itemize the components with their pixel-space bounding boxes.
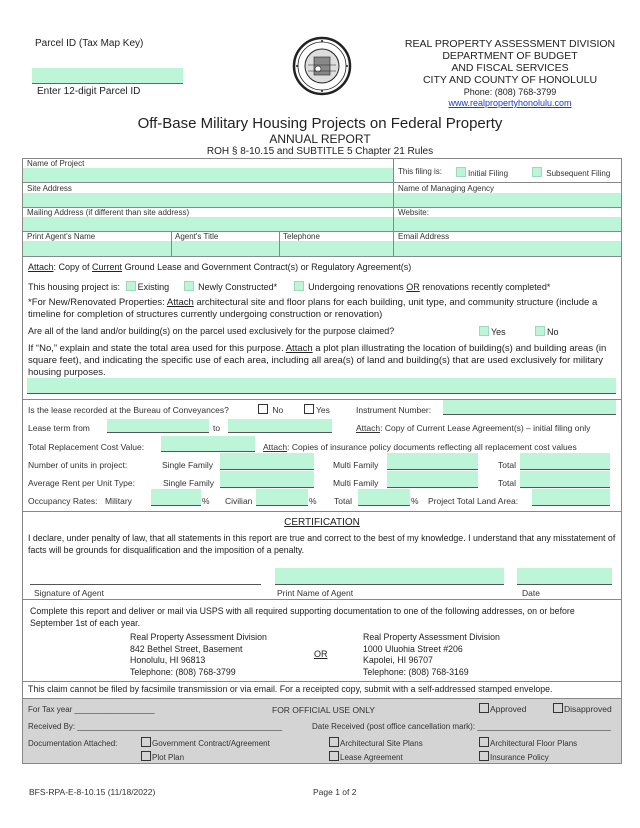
rent-total-input[interactable] — [520, 471, 610, 488]
renovations-checkbox[interactable] — [294, 282, 551, 292]
land-area-input[interactable] — [532, 489, 610, 506]
agent-title-label: Agent's Title — [175, 232, 219, 241]
occupancy-military-label: Military — [105, 496, 132, 506]
text: : Copy of Current Lease Agreement(s) – initial filing only — [380, 423, 591, 433]
text: If “No,” explain and state the total area used for this purpose. — [28, 343, 286, 354]
or-separator: OR — [314, 649, 328, 659]
page-number: Page 1 of 2 — [313, 787, 357, 797]
occupancy-civilian-label: Civilian — [225, 496, 253, 506]
exclusive-no-checkbox[interactable] — [535, 326, 559, 337]
checkbox-icon — [126, 281, 136, 291]
doc-floor-plans-checkbox[interactable] — [479, 737, 577, 748]
honolulu-address — [130, 632, 267, 678]
grid-divider — [22, 256, 622, 257]
email-label: Email Address — [398, 232, 450, 241]
exclusive-use-question: Are all of the land and/or building(s) on the parcel used exclusively for the purpose claimed? — [28, 326, 395, 336]
checkbox-icon — [294, 281, 304, 291]
agent-title-input[interactable] — [172, 241, 279, 256]
checkbox-icon — [479, 737, 489, 747]
existing-checkbox[interactable] — [126, 282, 170, 292]
form-title: Off-Base Military Housing Projects on Federal Property — [137, 115, 503, 132]
date-received-field: Date Received (post office cancellation mark): ______________________________ — [312, 722, 611, 731]
yes-label: Yes — [491, 327, 506, 337]
website-input[interactable] — [394, 217, 621, 231]
doc-insurance-policy-checkbox[interactable] — [479, 751, 549, 762]
site-address-label: Site Address — [27, 184, 72, 193]
agency-block — [390, 38, 630, 109]
form-subtitle: ANNUAL REPORT — [269, 132, 371, 146]
attach-word: Attach — [263, 442, 288, 452]
address-line: Kapolei, HI 96707 — [363, 655, 433, 665]
subsequent-filing-label: Subsequent Filing — [546, 169, 611, 178]
occupancy-total-label: Total — [334, 496, 352, 506]
doc-lease-agreement-checkbox[interactable] — [329, 751, 403, 762]
units-multi-family-label: Multi Family — [333, 460, 379, 470]
checkbox-icon — [479, 703, 489, 713]
signature-label: Signature of Agent — [34, 588, 104, 598]
lease-term-from-label: Lease term from — [28, 423, 90, 433]
project-status-label: This housing project is: — [28, 282, 121, 292]
managing-agency-label: Name of Managing Agency — [398, 184, 495, 193]
received-by-field: Received By: ______________________________________________ — [28, 722, 283, 731]
rent-multi-family-input[interactable] — [387, 471, 478, 488]
units-multi-family-input[interactable] — [387, 453, 478, 470]
checkbox-icon — [456, 167, 466, 177]
attach-word: Attach — [356, 423, 381, 433]
text: Ground Lease and Government Contract(s) or Regulatory Agreement(s) — [122, 262, 412, 272]
checkbox-icon — [479, 751, 489, 761]
percent-sign: % — [309, 496, 317, 506]
checkbox-icon — [329, 737, 339, 747]
address-line: Real Property Assessment Division — [130, 632, 267, 642]
doc-label: Insurance Policy — [490, 753, 549, 762]
text: : Copy of — [53, 262, 93, 272]
telephone-input[interactable] — [280, 241, 393, 256]
initial-filing-label: Initial Filing — [468, 169, 509, 178]
initial-filing-checkbox[interactable] — [456, 167, 508, 178]
checkbox-icon — [535, 326, 545, 336]
agency-line: REAL PROPERTY ASSESSMENT DIVISION — [404, 38, 616, 50]
doc-label: Architectural Site Plans — [340, 739, 423, 748]
occupancy-civilian-input[interactable] — [256, 489, 308, 506]
replacement-cost-input[interactable] — [161, 436, 255, 452]
subsequent-filing-checkbox[interactable] — [532, 167, 610, 178]
occupancy-military-input[interactable] — [151, 489, 201, 506]
lease-term-to-label: to — [213, 423, 221, 433]
form-rules: ROH § 8-10.15 and SUBTITLE 5 Chapter 21 Rules — [206, 146, 434, 157]
date-input[interactable] — [517, 568, 612, 585]
checkbox-icon — [184, 281, 194, 291]
form-id: BFS-RPA-E-8-10.15 (11/18/2022) — [29, 787, 156, 797]
lease-term-to-input[interactable] — [228, 419, 332, 433]
email-input[interactable] — [394, 241, 621, 256]
attach-insurance-note — [263, 442, 577, 452]
kapolei-address — [363, 632, 500, 678]
certification-heading: CERTIFICATION — [284, 517, 360, 528]
filing-type-label: This filing is: — [398, 167, 443, 176]
docs-attached-label: Documentation Attached: — [28, 739, 118, 748]
instrument-number-input[interactable] — [443, 400, 616, 415]
address-line: Real Property Assessment Division — [363, 632, 500, 642]
address-line: 1000 Uluohia Street #206 — [363, 643, 463, 654]
parcel-id-hint: Enter 12-digit Parcel ID — [37, 86, 141, 97]
approved-label: Approved — [490, 704, 527, 714]
grid-divider — [22, 231, 622, 232]
exclusive-yes-checkbox[interactable] — [479, 326, 506, 337]
units-label: Number of units in project: — [28, 460, 128, 470]
project-status-row — [28, 281, 550, 292]
units-single-family-label: Single Family — [162, 460, 214, 470]
text: Undergoing renovations — [308, 282, 407, 292]
attach-word: Attach — [285, 343, 313, 354]
city-seal-icon — [292, 35, 352, 97]
agency-line: DEPARTMENT OF BUDGET — [442, 50, 578, 62]
address-line: Telephone: (808) 768-3169 — [363, 666, 469, 677]
percent-sign: % — [202, 496, 210, 506]
attach-lease-instruction — [28, 262, 411, 272]
agent-name-label: Print Agent's Name — [27, 232, 96, 241]
lease-recorded-question: Is the lease recorded at the Bureau of Conveyances? — [28, 405, 229, 415]
address-line: Telephone: (808) 768-3799 — [130, 666, 236, 677]
website-label: Website: — [398, 208, 429, 217]
instrument-number-label: Instrument Number: — [356, 405, 432, 415]
telephone-label: Telephone — [283, 232, 320, 241]
text: architectural site and floor plans for each building, unit type, and community structure (include a timeline for completion of structures currently undergoing construction or renovation) — [28, 297, 598, 320]
signature-line[interactable] — [30, 570, 261, 585]
address-line: 842 Bethel Street, Basement — [130, 643, 243, 654]
checkbox-icon — [304, 404, 314, 414]
units-total-label: Total — [498, 460, 516, 470]
agency-line: CITY AND COUNTY OF HONOLULU — [422, 74, 598, 86]
date-label: Date — [522, 588, 540, 598]
agency-phone: Phone: (808) 768-3799 — [463, 87, 557, 97]
disapproved-checkbox[interactable] — [553, 703, 612, 714]
tax-year-field: For Tax year __________________ — [28, 705, 155, 714]
if-no-explanation-input[interactable] — [27, 378, 616, 394]
lease-term-from-input[interactable] — [107, 419, 209, 433]
agent-name-input[interactable] — [23, 241, 171, 256]
section-divider — [22, 599, 622, 600]
no-label: No — [272, 405, 284, 415]
agency-website-link[interactable]: www.realpropertyhonolulu.com — [448, 98, 572, 108]
rent-total-label: Total — [498, 478, 516, 488]
attach-word: Attach — [28, 262, 54, 272]
attach-lease-agreement-note — [356, 423, 590, 433]
parcel-id-label: Parcel ID (Tax Map Key) — [35, 38, 144, 49]
doc-government-contract-checkbox[interactable] — [141, 737, 270, 748]
agency-line: AND FISCAL SERVICES — [451, 62, 569, 74]
checkbox-icon — [141, 751, 151, 761]
doc-label: Government Contract/Agreement — [152, 739, 270, 748]
newly-constructed-label: Newly Constructed* — [198, 282, 278, 292]
text: *For New/Renovated Properties: — [28, 297, 167, 308]
rent-single-family-label: Single Family — [163, 478, 215, 488]
land-area-label: Project Total Land Area: — [428, 496, 519, 506]
mailing-address-label: Mailing Address (if different than site address) — [27, 208, 190, 217]
lease-recorded-no-checkbox[interactable] — [258, 404, 283, 415]
text: : Copies of insurance policy documents reflecting all replacement cost values — [287, 442, 577, 452]
newly-constructed-checkbox[interactable] — [184, 282, 278, 292]
project-name-input[interactable] — [23, 168, 393, 182]
units-single-family-input[interactable] — [220, 453, 314, 470]
rent-single-family-input[interactable] — [220, 471, 314, 488]
no-fax-notice: This claim cannot be filed by facsimile transmission or via email. For a receipted copy, submit with a self-addressed stamped envelope. — [28, 684, 553, 694]
occupancy-total-input[interactable] — [358, 489, 410, 506]
new-renovated-instruction — [28, 297, 618, 321]
checkbox-icon — [479, 326, 489, 336]
yes-label: Yes — [316, 405, 330, 415]
text: renovations recently completed* — [419, 282, 551, 292]
approved-checkbox[interactable] — [479, 703, 526, 714]
grid-divider — [22, 182, 622, 183]
official-use-heading: FOR OFFICIAL USE ONLY — [272, 705, 375, 715]
mailing-address-input[interactable] — [23, 217, 393, 231]
doc-label: Lease Agreement — [340, 753, 403, 762]
no-label: No — [547, 327, 559, 337]
address-line: Honolulu, HI 96813 — [130, 655, 206, 665]
site-address-input[interactable] — [23, 193, 393, 207]
checkbox-icon — [141, 737, 151, 747]
checkbox-icon — [258, 404, 268, 414]
doc-plot-plan-checkbox[interactable] — [141, 751, 184, 762]
print-name-input[interactable] — [275, 568, 504, 585]
checkbox-icon — [553, 703, 563, 713]
rent-label: Average Rent per Unit Type: — [28, 478, 135, 488]
certification-text: I declare, under penalty of law, that all statements in this report are true and correct to the best of my knowledge. I understand that any misstatement of facts will be grounds for disqualification and the imposition of a penalty. — [28, 533, 616, 555]
current-word: Current — [92, 262, 123, 272]
parcel-id-input[interactable] — [32, 68, 183, 84]
attach-word: Attach — [166, 297, 194, 308]
mailing-instructions: Complete this report and deliver or mail via USPS with all required supporting documentation to one of the following addresses, on or before September 1st of each year. — [30, 606, 575, 628]
disapproved-label: Disapproved — [564, 704, 612, 714]
section-divider — [22, 511, 622, 512]
doc-label: Architectural Floor Plans — [490, 739, 578, 748]
occupancy-label: Occupancy Rates: — [28, 496, 98, 506]
lease-recorded-yes-checkbox[interactable] — [304, 404, 330, 415]
units-total-input[interactable] — [520, 453, 610, 470]
print-name-label: Print Name of Agent — [277, 588, 354, 598]
rent-multi-family-label: Multi Family — [333, 478, 379, 488]
if-no-instruction — [28, 343, 618, 379]
section-divider — [22, 681, 622, 682]
checkbox-icon — [532, 167, 542, 177]
or-word: OR — [406, 282, 420, 292]
existing-label: Existing — [137, 282, 170, 292]
doc-label: Plot Plan — [152, 753, 185, 762]
checkbox-icon — [329, 751, 339, 761]
managing-agency-input[interactable] — [394, 193, 621, 207]
text: a plot plan illustrating the location of building(s) and building areas (in square feet), and indicating the specific use of each area, including all area(s) of land and building(s) that are used exclusively for military housing purposes. — [28, 343, 607, 378]
replacement-cost-label: Total Replacement Cost Value: — [28, 442, 145, 452]
doc-site-plans-checkbox[interactable] — [329, 737, 423, 748]
project-name-label: Name of Project — [27, 159, 85, 168]
percent-sign: % — [411, 496, 419, 506]
